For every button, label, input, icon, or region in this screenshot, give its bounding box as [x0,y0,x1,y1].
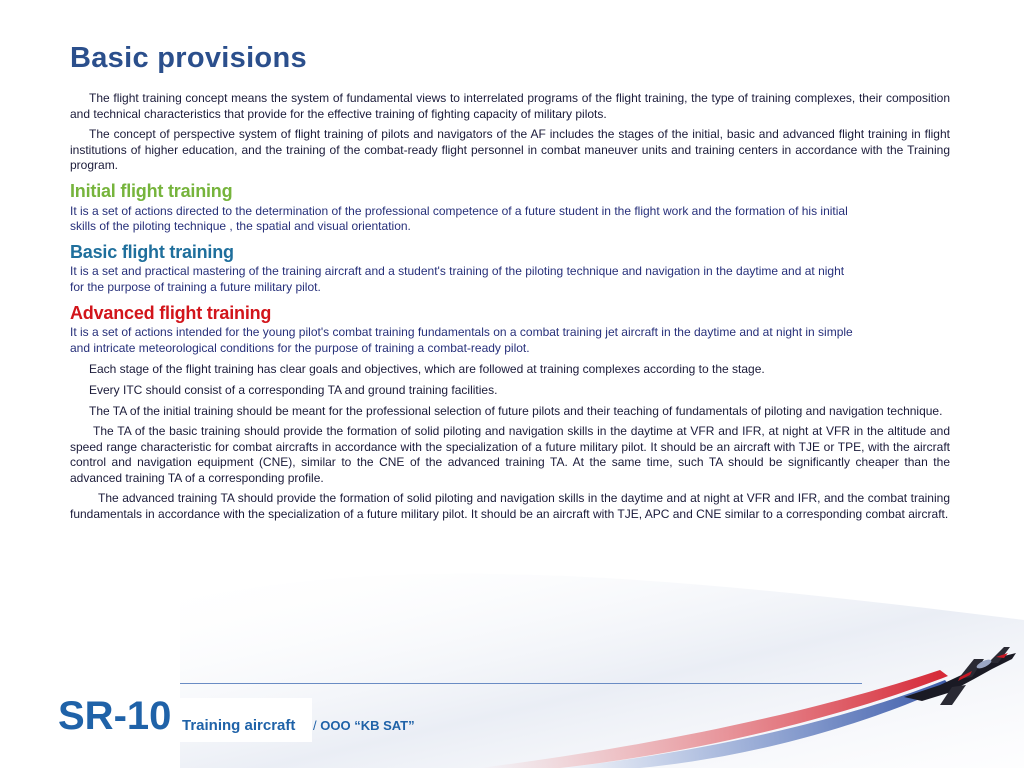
logo-subtitle: Training aircraft [182,717,296,734]
company-name [313,718,415,733]
section-heading-basic: Basic flight training [70,241,234,262]
intro-paragraph: The flight training concept means the system of fundamental views to interrelated programs of the flight training, the type of training complexes, their composition and technical characteristics that provide for the effective training of fighting capacity of military pilots. [70,91,950,121]
footer-divider [180,683,862,684]
section-text-advanced: It is a set of actions intended for the young pilot's combat training fundamentals on a combat training jet aircraft in the daytime and at night in simple and intricate meteorological conditions for the purpose of training a combat-ready pilot. [70,325,853,355]
jet-aircraft-icon [900,645,1020,710]
company-separator: / [313,718,317,733]
section-text-initial: It is a set of actions directed to the determination of the professional competence of a future student in the flight work and the formation of his initial skills of the piloting technique , the spatial and visual orientation. [70,203,848,234]
section-text-basic: It is a set and practical mastering of the training aircraft and a student's training of the piloting technique and navigation in the daytime and at night for the purpose of training a future military pilot. [70,264,845,294]
detail-paragraph: Every ITC should consist of a corresponding TA and ground training facilities. [89,382,498,397]
content-body [70,91,950,528]
detail-paragraph: The TA of the initial training should be meant for the professional selection of future pilots and their teaching of fundamentals of piloting and navigation technique. [89,403,943,418]
page-title: Basic provisions [70,42,307,74]
company-label: OOO “KB SAT” [320,718,415,733]
section-heading-advanced: Advanced flight training [70,302,272,323]
detail-paragraph: The TA of the basic training should provide the formation of solid piloting and navigation skills in the daytime at VFR and IFR, at night at VFR in the altitude and speed range characteristic for combat aircrafts in accordance with the specialization of a future military pilot. It should be an aircraft with TJE or TPE, with the aircraft control and navigation equipment (CNE), similar to the CNE of the advanced training TA. At the same time, such TA should be significantly cheaper than the advanced training TA of a corresponding profile. [70,424,950,485]
logo-text: SR-10 [58,694,172,738]
section-heading-initial: Initial flight training [70,180,233,201]
detail-paragraph: The advanced training TA should provide the formation of solid piloting and navigation skills in the daytime and at night at VFR and IFR, and the combat training fundamentals in accordance with the specialization of a future military pilot. It should be an aircraft with TJE, APC and CNE similar to a corresponding combat aircraft. [70,491,950,522]
detail-paragraph: Each stage of the flight training has clear goals and objectives, which are followed at training complexes according to the stage. [89,362,765,377]
intro-paragraph: The concept of perspective system of flight training of pilots and navigators of the AF includes the stages of the initial, basic and advanced flight training in flight institutions of higher education, and the training of the combat-ready flight personnel in combat maneuver units and training centers in accordance with the Training program. [70,127,950,173]
